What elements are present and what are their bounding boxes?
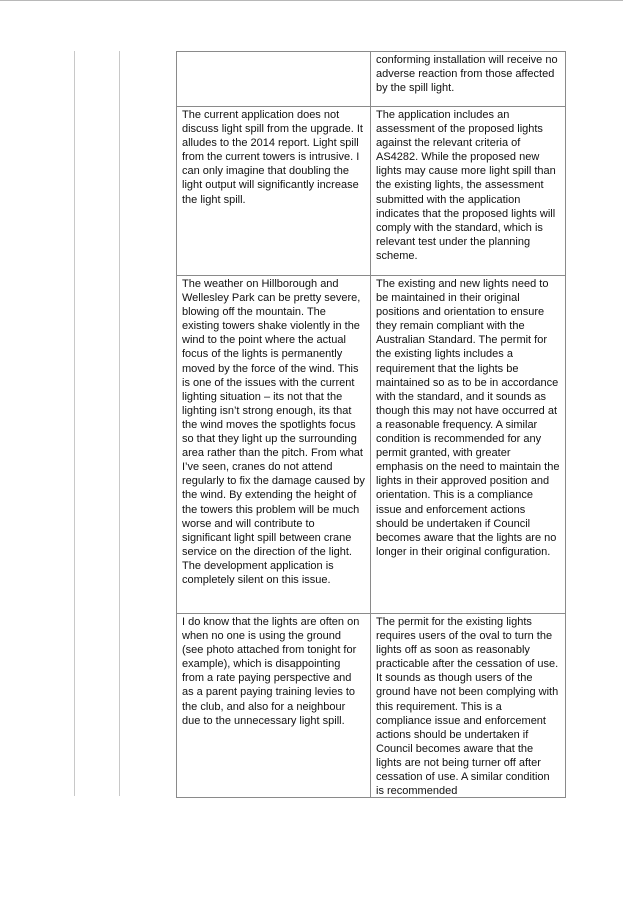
table-row [176, 276, 566, 614]
submission-cell: I do know that the lights are often on when no one is using the ground (see photo attached from tonight for example), which is disappointing from a rate paying perspective and as a parent paying training levies to the club, and also for a neighbour due to the unnecessary light spill. [176, 614, 371, 797]
submissions-response-table [176, 51, 566, 798]
submission-cell [176, 52, 371, 106]
submission-cell: The weather on Hillborough and Wellesley Park can be pretty severe, blowing off the mountain. The existing towers shake violently in the wind to the point where the actual focus of the lights is permanently moved by the force of the wind. This is one of the issues with the current lighting situation – its not that the lighting isn’t strong enough, its that the wind moves the spotlights focus so that they light up the surrounding area rather than the pitch. From what I’ve seen, cranes do not attend regularly to fix the damage caused by the wind. By extending the height of the towers this problem will be much worse and will contribute to significant light spill between crane service on the direction of the light. The development application is completely silent on this issue. [176, 276, 371, 613]
table-row [176, 107, 566, 276]
outer-table-column-divider [119, 51, 120, 796]
table-row [176, 51, 566, 107]
outer-table-border-left [74, 51, 75, 796]
response-cell: The application includes an assessment of the proposed lights against the relevant criteria of AS4282. While the proposed new lights may cause more light spill than the existing lights, the assessment submitted with the application indicates that the proposed lights will comply with the standard, which is relevant test under the planning scheme. [371, 107, 566, 275]
response-cell: conforming installation will receive no adverse reaction from those affected by the spill light. [371, 52, 566, 106]
submission-cell: The current application does not discuss light spill from the upgrade. It alludes to the 2014 report. Light spill from the current towers is intrusive. I can only imagine that doubling the light output will significantly increase the light spill. [176, 107, 371, 275]
response-cell: The existing and new lights need to be maintained in their original positions and orientation to ensure they remain compliant with the Australian Standard. The permit for the existing lights includes a requirement that the lights be maintained so as to be in accordance with the standard, and it sounds as though this may not have occurred at a reasonable frequency. A similar condition is recommended for any permit granted, with greater emphasis on the need to maintain the lights in their approved position and orientation. This is a compliance issue and enforcement actions should be undertaken if Council becomes aware that the lights are no longer in their original configuration. [371, 276, 566, 613]
response-cell: The permit for the existing lights requires users of the oval to turn the lights off as soon as reasonably practicable after the cessation of use. It sounds as though users of the ground have not been complying with this requirement. This is a compliance issue and enforcement actions should be undertaken if Council becomes aware that the lights are not being turner off after cessation of use. A similar condition is recommended [371, 614, 566, 797]
table-row [176, 614, 566, 798]
page-top-rule [0, 0, 623, 1]
